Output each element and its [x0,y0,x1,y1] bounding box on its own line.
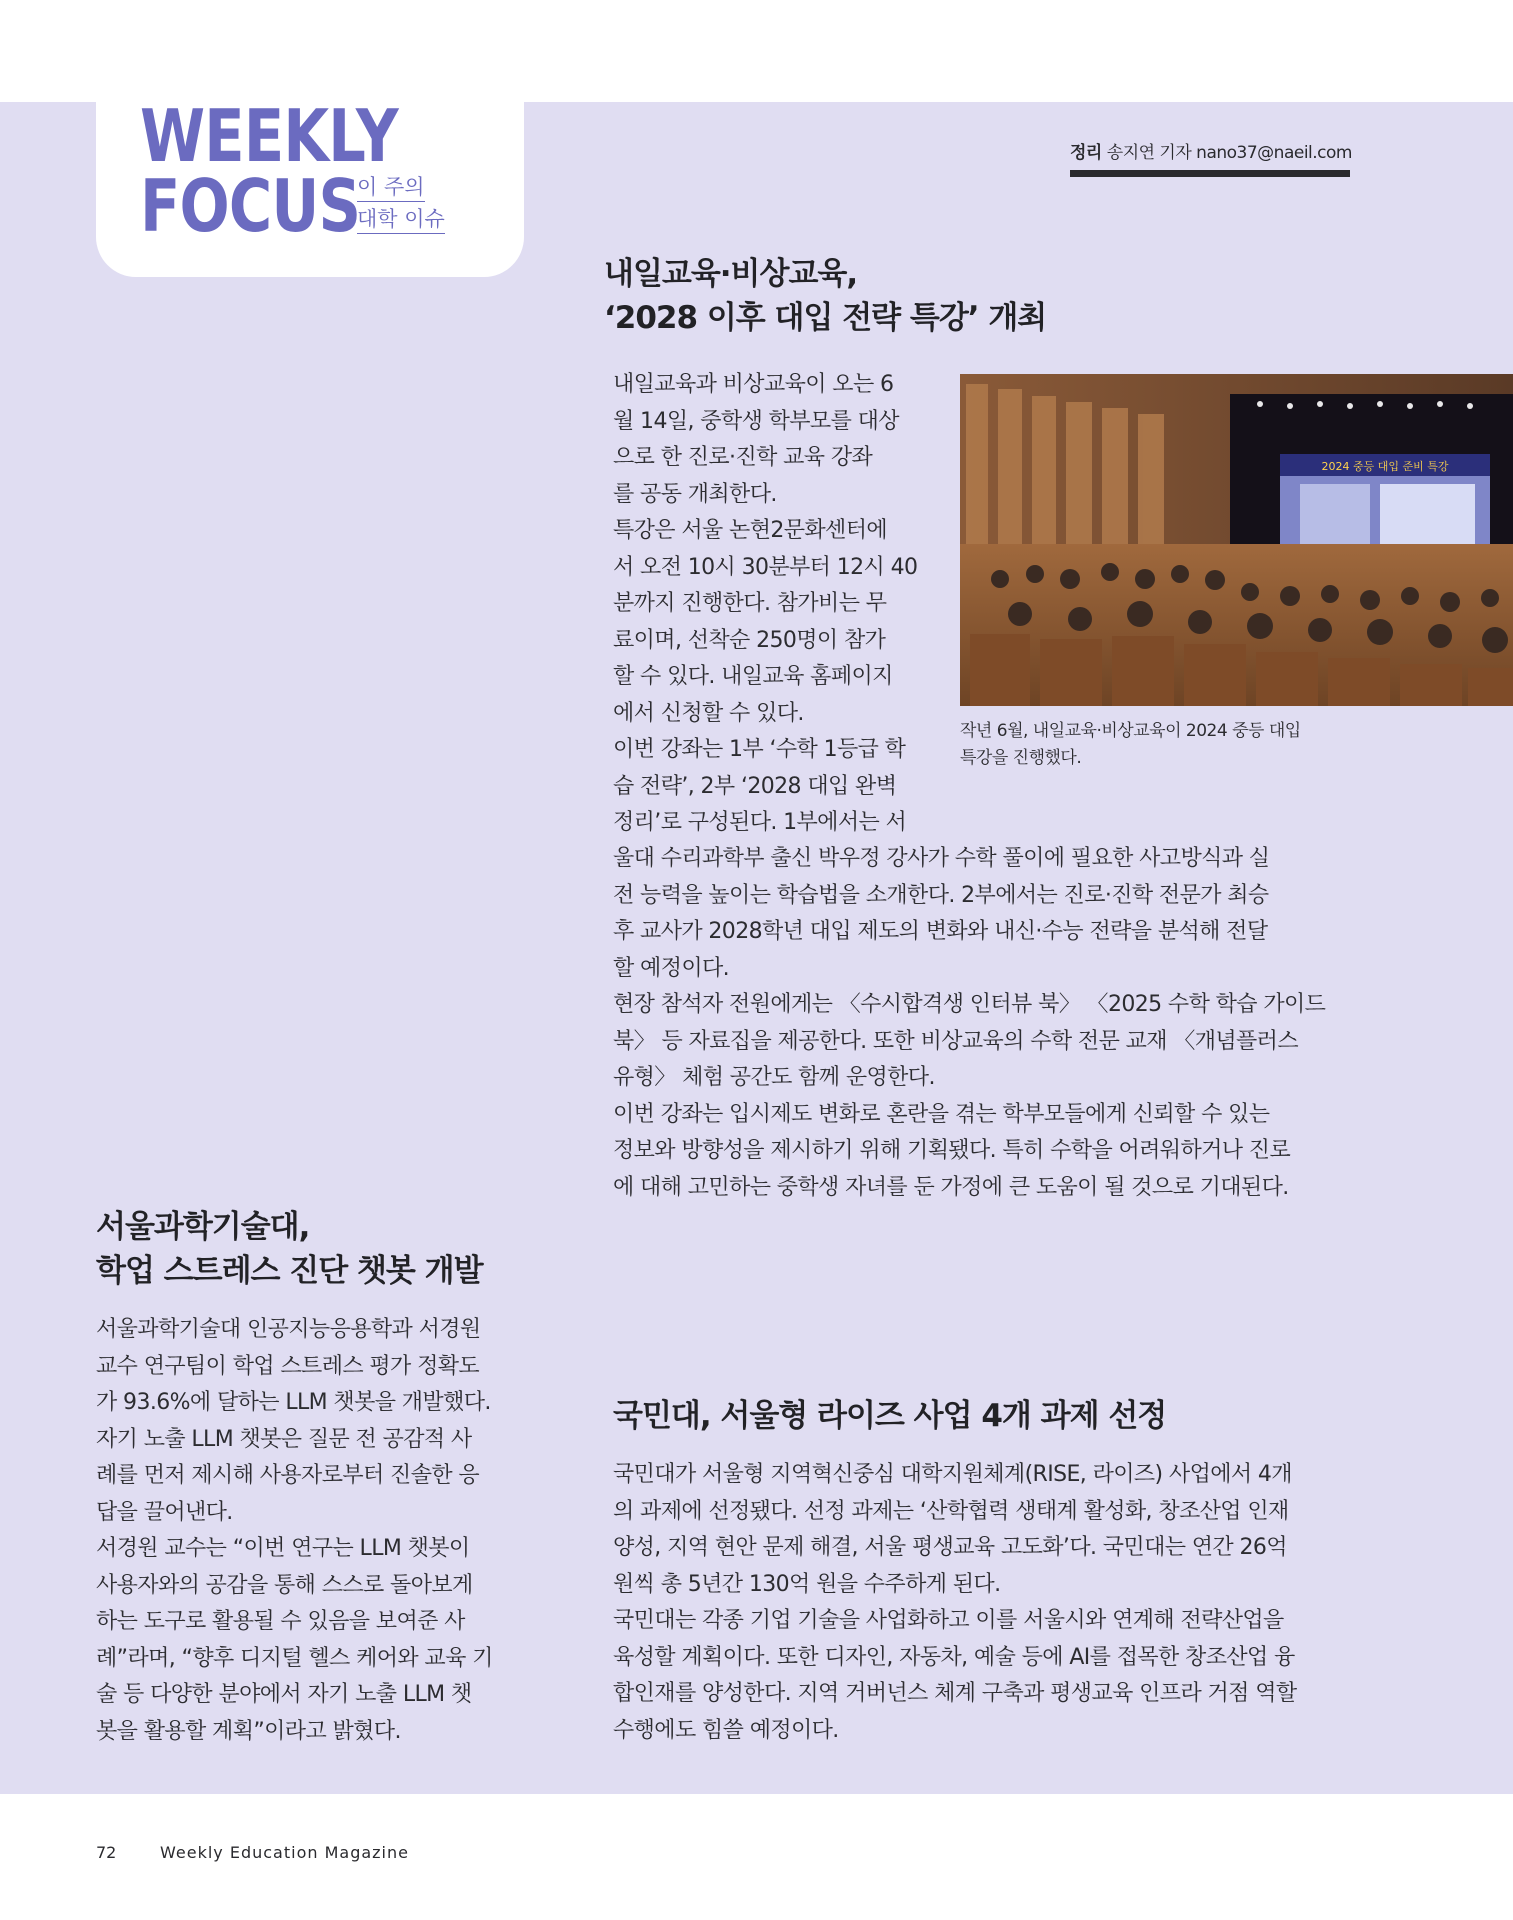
body-line: 서경원 교수는 “이번 연구는 LLM 챗봇이 [96,1536,470,1561]
article2-title [96,1205,483,1293]
body-line: 울대 수리과학부 출신 박우정 강사가 수학 풀이에 필요한 사고방식과 실 [613,846,1270,871]
body-line: 답을 끌어낸다. [96,1499,233,1525]
body-line: 정리’로 구성된다. 1부에서는 서 [613,810,907,835]
caption-line2: 특강을 진행했다. [960,748,1082,768]
body-line: 를 공동 개최한다. [613,481,777,507]
body-line: 국민대는 각종 기업 기술을 사업화하고 이를 서울시와 연계해 전략산업을 [613,1608,1284,1633]
body-line: 이번 강좌는 입시제도 변화로 혼란을 겪는 학부모들에게 신뢰할 수 있는 [613,1101,1270,1127]
logo-sub-2: 대학 이슈 [357,205,445,234]
body-line: 술 등 다양한 분야에서 자기 노출 LLM 챗 [96,1682,472,1707]
body-line: 하는 도구로 활용될 수 있음을 보여준 사 [96,1609,465,1634]
lecture-hall-image [960,374,1513,706]
event-photo [960,374,1513,706]
body-line: 으로 한 진로·진학 교육 강좌 [613,445,873,470]
byline-bar [1070,170,1350,177]
article3-body [613,1457,1353,1749]
body-line: 료이며, 선착순 250명이 참가 [613,627,886,653]
photo-caption [960,718,1360,772]
body-line: 할 예정이다. [613,955,730,981]
body-line: 례를 먼저 제시해 사용자로부터 진솔한 응 [96,1463,480,1488]
body-line: 에 대해 고민하는 중학생 자녀를 둔 가정에 큰 도움이 될 것으로 기대된다. [613,1174,1289,1200]
body-line: 특강은 서울 논현2문화센터에 [613,518,888,543]
article2-title-line1: 서울과학기술대, [96,1209,310,1245]
body-line: 할 수 있다. 내일교육 홈페이지 [613,664,893,689]
caption-line1: 작년 6월, 내일교육·비상교육이 2024 중등 대입 [960,721,1301,741]
byline [1070,138,1350,163]
byline-author: 송지연 기자 nano37@naeil.com [1106,143,1352,163]
body-line: 북〉 등 자료집을 제공한다. 또한 비상교육의 수학 전문 교재 〈개념플러스 [613,1028,1298,1054]
body-line: 월 14일, 중학생 학부모를 대상 [613,408,899,434]
body-line: 봇을 활용할 계획”이라고 밝혔다. [96,1718,401,1744]
page-number: 72 [96,1843,117,1862]
body-line: 합인재를 양성한다. 지역 거버넌스 체계 구축과 평생교육 인프라 거점 역할 [613,1681,1297,1706]
article1-title [604,252,1046,340]
body-line: 전 능력을 높이는 학습법을 소개한다. 2부에서는 진로·진학 전문가 최승 [613,882,1269,908]
logo-weekly: WEEKLY [140,94,398,178]
logo-sub-1: 이 주의 [357,173,425,202]
magazine-name: Weekly Education Magazine [160,1843,409,1862]
body-line: 의 과제에 선정됐다. 선정 과제는 ‘산학협력 생태계 활성화, 창조산업 인재 [613,1498,1289,1524]
body-line: 육성할 계획이다. 또한 디자인, 자동차, 예술 등에 AI를 접목한 창조산업 융 [613,1644,1295,1670]
body-line: 사용자와의 공감을 통해 스스로 돌아보게 [96,1572,473,1598]
article1-body-wide [613,841,1353,1206]
body-line: 원씩 총 5년간 130억 원을 수주하게 된다. [613,1571,1001,1597]
body-line: 자기 노출 LLM 챗봇은 질문 전 공감적 사 [96,1426,472,1452]
body-line: 서울과학기술대 인공지능응용학과 서경원 [96,1317,481,1342]
article3-title: 국민대, 서울형 라이즈 사업 4개 과제 선정 [613,1398,1167,1434]
logo-focus: FOCUS [140,164,361,248]
body-line: 분까지 진행한다. 참가비는 무 [613,591,887,616]
body-line: 례”라며, “향후 디지털 헬스 케어와 교육 기 [96,1645,493,1671]
article1-body-narrow [613,367,943,842]
article1-title-line1: 내일교육·비상교육, [604,256,858,292]
article1-title-line2: ‘2028 이후 대입 전략 특강’ 개최 [604,300,1047,336]
body-line: 습 전략’, 2부 ‘2028 대입 완벽 [613,773,897,799]
body-line: 내일교육과 비상교육이 오는 6 [613,372,894,397]
body-line: 에서 신청할 수 있다. [613,700,804,726]
article2-title-line2: 학업 스트레스 진단 챗봇 개발 [96,1253,483,1289]
body-line: 국민대가 서울형 지역혁신중심 대학지원체계(RISE, 라이즈) 사업에서 4개 [613,1462,1292,1487]
body-line: 이번 강좌는 1부 ‘수학 1등급 학 [613,737,906,762]
body-line: 정보와 방향성을 제시하기 위해 기획됐다. 특히 수학을 어려워하거나 진로 [613,1138,1291,1163]
body-line: 양성, 지역 현안 문제 해결, 서울 평생교육 고도화’다. 국민대는 연간 26억 [613,1535,1287,1560]
photo-banner: 2024 중등 대입 준비 특강 [1321,460,1449,473]
byline-label: 정리 [1070,143,1102,163]
body-line: 유형〉 체험 공간도 함께 운영한다. [613,1065,935,1090]
body-line: 수행에도 힘쓸 예정이다. [613,1717,839,1743]
body-line: 서 오전 10시 30분부터 12시 40 [613,554,918,580]
body-line: 현장 참석자 전원에게는 〈수시합격생 인터뷰 북〉 〈2025 수학 학습 가이드 [613,992,1326,1017]
article2-body [96,1312,536,1750]
body-line: 가 93.6%에 달하는 LLM 챗봇을 개발했다. [96,1390,491,1415]
body-line: 교수 연구팀이 학업 스트레스 평가 정확도 [96,1353,480,1379]
body-line: 후 교사가 2028학년 대입 제도의 변화와 내신·수능 전략을 분석해 전달 [613,919,1268,944]
